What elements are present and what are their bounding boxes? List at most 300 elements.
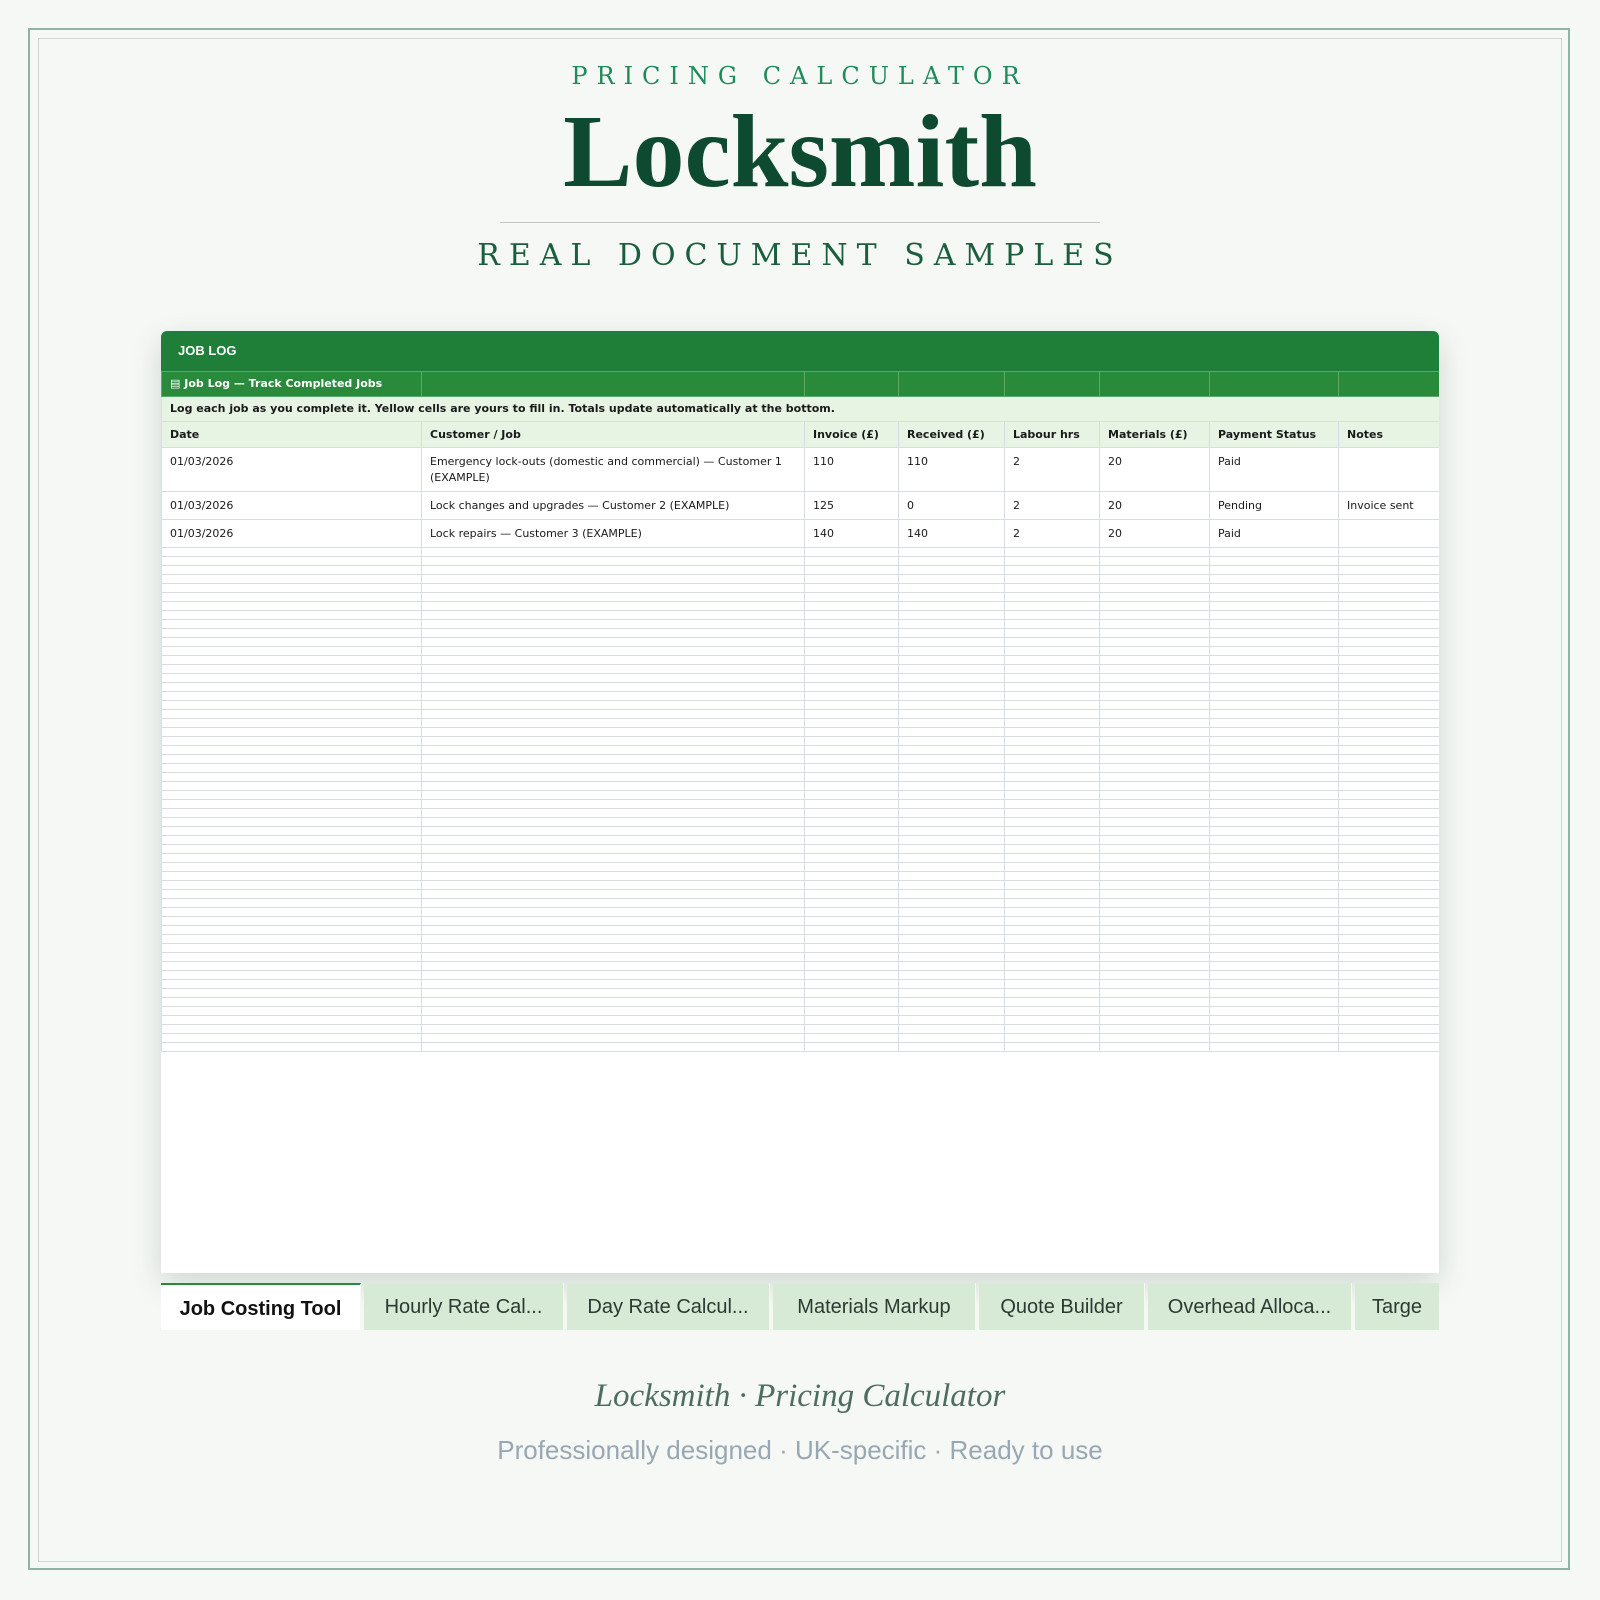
empty-cell[interactable] xyxy=(1100,728,1210,737)
empty-cell[interactable] xyxy=(1100,755,1210,764)
empty-cell[interactable] xyxy=(899,710,1005,719)
empty-cell[interactable] xyxy=(1100,926,1210,935)
empty-cell[interactable] xyxy=(162,755,422,764)
empty-cell[interactable] xyxy=(1339,908,1440,917)
cell-payment-status[interactable]: Paid xyxy=(1210,520,1339,548)
empty-cell[interactable] xyxy=(899,629,1005,638)
empty-cell[interactable] xyxy=(1339,989,1440,998)
empty-cell[interactable] xyxy=(1210,800,1339,809)
empty-cell[interactable] xyxy=(1005,692,1100,701)
empty-cell[interactable] xyxy=(805,1034,899,1043)
empty-cell[interactable] xyxy=(899,566,1005,575)
empty-cell[interactable] xyxy=(162,764,422,773)
empty-cell[interactable] xyxy=(422,683,805,692)
empty-cell[interactable] xyxy=(1339,998,1440,1007)
empty-cell[interactable] xyxy=(1005,593,1100,602)
empty-cell[interactable] xyxy=(805,989,899,998)
empty-cell[interactable] xyxy=(1210,566,1339,575)
empty-cell[interactable] xyxy=(1005,1007,1100,1016)
empty-cell[interactable] xyxy=(1005,845,1100,854)
empty-cell[interactable] xyxy=(1005,611,1100,620)
empty-cell[interactable] xyxy=(162,953,422,962)
empty-cell[interactable] xyxy=(805,629,899,638)
empty-cell[interactable] xyxy=(1339,818,1440,827)
empty-cell[interactable] xyxy=(1210,638,1339,647)
col-header-notes[interactable]: Notes xyxy=(1339,422,1440,448)
tab-job-costing-tool[interactable]: Job Costing Tool xyxy=(161,1283,361,1330)
empty-cell[interactable] xyxy=(1339,944,1440,953)
empty-cell[interactable] xyxy=(1210,665,1339,674)
empty-cell[interactable] xyxy=(1005,575,1100,584)
empty-cell[interactable] xyxy=(422,872,805,881)
empty-cell[interactable] xyxy=(422,728,805,737)
empty-cell[interactable] xyxy=(162,908,422,917)
empty-cell[interactable] xyxy=(422,548,805,557)
cell[interactable] xyxy=(1339,372,1440,397)
empty-cell[interactable] xyxy=(1100,836,1210,845)
cell-customer-job[interactable]: Lock repairs — Customer 3 (EXAMPLE) xyxy=(422,520,805,548)
empty-cell[interactable] xyxy=(162,800,422,809)
empty-cell[interactable] xyxy=(162,701,422,710)
empty-cell[interactable] xyxy=(1005,908,1100,917)
empty-cell[interactable] xyxy=(162,557,422,566)
empty-cell[interactable] xyxy=(162,674,422,683)
empty-cell[interactable] xyxy=(162,782,422,791)
empty-cell[interactable] xyxy=(1100,656,1210,665)
empty-cell[interactable] xyxy=(1210,1025,1339,1034)
empty-cell[interactable] xyxy=(1339,935,1440,944)
empty-cell[interactable] xyxy=(1100,944,1210,953)
empty-cell[interactable] xyxy=(1100,971,1210,980)
empty-cell[interactable] xyxy=(1339,629,1440,638)
empty-cell[interactable] xyxy=(162,773,422,782)
empty-cell[interactable] xyxy=(899,818,1005,827)
empty-cell[interactable] xyxy=(1005,683,1100,692)
empty-cell[interactable] xyxy=(805,557,899,566)
cell-received[interactable]: 110 xyxy=(899,448,1005,492)
empty-cell[interactable] xyxy=(805,908,899,917)
tab-day-rate-calculator[interactable]: Day Rate Calcul... xyxy=(567,1283,770,1330)
empty-cell[interactable] xyxy=(1100,872,1210,881)
empty-cell[interactable] xyxy=(422,620,805,629)
empty-cell[interactable] xyxy=(1100,764,1210,773)
empty-cell[interactable] xyxy=(1005,719,1100,728)
cell-customer-job[interactable]: Lock changes and upgrades — Customer 2 (EXAMPLE) xyxy=(422,492,805,520)
cell-notes[interactable] xyxy=(1339,520,1440,548)
empty-cell[interactable] xyxy=(422,809,805,818)
empty-cell[interactable] xyxy=(1100,989,1210,998)
empty-cell[interactable] xyxy=(422,746,805,755)
empty-cell[interactable] xyxy=(1100,881,1210,890)
section-title[interactable]: ▤ Job Log — Track Completed Jobs xyxy=(162,372,422,397)
tab-materials-markup[interactable]: Materials Markup xyxy=(773,1283,976,1330)
empty-cell[interactable] xyxy=(422,854,805,863)
empty-cell[interactable] xyxy=(805,998,899,1007)
empty-cell[interactable] xyxy=(1005,863,1100,872)
empty-cell[interactable] xyxy=(1339,593,1440,602)
empty-cell[interactable] xyxy=(899,665,1005,674)
empty-cell[interactable] xyxy=(1339,890,1440,899)
empty-cell[interactable] xyxy=(1100,710,1210,719)
empty-cell[interactable] xyxy=(805,791,899,800)
empty-cell[interactable] xyxy=(162,944,422,953)
empty-cell[interactable] xyxy=(1100,980,1210,989)
empty-cell[interactable] xyxy=(1339,665,1440,674)
empty-cell[interactable] xyxy=(1339,764,1440,773)
empty-cell[interactable] xyxy=(1005,584,1100,593)
empty-cell[interactable] xyxy=(1100,899,1210,908)
empty-cell[interactable] xyxy=(1339,602,1440,611)
empty-cell[interactable] xyxy=(1339,1016,1440,1025)
empty-cell[interactable] xyxy=(1005,953,1100,962)
empty-cell[interactable] xyxy=(1210,863,1339,872)
empty-cell[interactable] xyxy=(899,971,1005,980)
empty-cell[interactable] xyxy=(1210,674,1339,683)
empty-cell[interactable] xyxy=(1100,638,1210,647)
tab-hourly-rate-calculator[interactable]: Hourly Rate Cal... xyxy=(364,1283,564,1330)
empty-cell[interactable] xyxy=(805,647,899,656)
empty-cell[interactable] xyxy=(1100,1034,1210,1043)
empty-cell[interactable] xyxy=(162,989,422,998)
empty-cell[interactable] xyxy=(1210,755,1339,764)
empty-cell[interactable] xyxy=(1005,971,1100,980)
empty-cell[interactable] xyxy=(1100,692,1210,701)
empty-cell[interactable] xyxy=(422,674,805,683)
empty-cell[interactable] xyxy=(1339,674,1440,683)
empty-cell[interactable] xyxy=(1210,764,1339,773)
empty-cell[interactable] xyxy=(1210,683,1339,692)
empty-cell[interactable] xyxy=(899,746,1005,755)
empty-cell[interactable] xyxy=(162,980,422,989)
empty-cell[interactable] xyxy=(1005,656,1100,665)
empty-cell[interactable] xyxy=(1005,1043,1100,1052)
empty-cell[interactable] xyxy=(1339,881,1440,890)
empty-cell[interactable] xyxy=(422,764,805,773)
empty-cell[interactable] xyxy=(805,746,899,755)
empty-cell[interactable] xyxy=(1339,899,1440,908)
empty-cell[interactable] xyxy=(162,1043,422,1052)
empty-cell[interactable] xyxy=(805,800,899,809)
empty-cell[interactable] xyxy=(1339,638,1440,647)
empty-cell[interactable] xyxy=(1005,1016,1100,1025)
empty-cell[interactable] xyxy=(805,899,899,908)
empty-cell[interactable] xyxy=(162,710,422,719)
empty-cell[interactable] xyxy=(1339,827,1440,836)
empty-cell[interactable] xyxy=(1100,602,1210,611)
empty-cell[interactable] xyxy=(1100,827,1210,836)
cell-invoice[interactable]: 140 xyxy=(805,520,899,548)
empty-cell[interactable] xyxy=(1100,890,1210,899)
empty-cell[interactable] xyxy=(1005,890,1100,899)
empty-cell[interactable] xyxy=(899,962,1005,971)
empty-cell[interactable] xyxy=(1100,809,1210,818)
empty-cell[interactable] xyxy=(805,773,899,782)
empty-cell[interactable] xyxy=(1005,926,1100,935)
empty-cell[interactable] xyxy=(805,863,899,872)
empty-cell[interactable] xyxy=(1339,1043,1440,1052)
cell-received[interactable]: 140 xyxy=(899,520,1005,548)
empty-cell[interactable] xyxy=(899,809,1005,818)
empty-cell[interactable] xyxy=(422,800,805,809)
empty-cell[interactable] xyxy=(1210,845,1339,854)
empty-cell[interactable] xyxy=(899,791,1005,800)
empty-cell[interactable] xyxy=(805,755,899,764)
empty-cell[interactable] xyxy=(805,602,899,611)
empty-cell[interactable] xyxy=(422,692,805,701)
empty-cell[interactable] xyxy=(899,719,1005,728)
empty-cell[interactable] xyxy=(1339,746,1440,755)
empty-cell[interactable] xyxy=(805,1007,899,1016)
empty-cell[interactable] xyxy=(1339,809,1440,818)
empty-cell[interactable] xyxy=(805,872,899,881)
empty-cell[interactable] xyxy=(1100,566,1210,575)
empty-cell[interactable] xyxy=(162,809,422,818)
empty-cell[interactable] xyxy=(1005,854,1100,863)
empty-cell[interactable] xyxy=(422,818,805,827)
empty-cell[interactable] xyxy=(1100,674,1210,683)
empty-cell[interactable] xyxy=(1210,584,1339,593)
empty-cell[interactable] xyxy=(899,638,1005,647)
empty-cell[interactable] xyxy=(1339,566,1440,575)
empty-cell[interactable] xyxy=(1005,647,1100,656)
empty-cell[interactable] xyxy=(1005,548,1100,557)
empty-cell[interactable] xyxy=(1005,827,1100,836)
empty-cell[interactable] xyxy=(1100,683,1210,692)
empty-cell[interactable] xyxy=(422,584,805,593)
empty-cell[interactable] xyxy=(1339,710,1440,719)
empty-cell[interactable] xyxy=(1100,620,1210,629)
empty-cell[interactable] xyxy=(1210,1007,1339,1016)
empty-cell[interactable] xyxy=(805,890,899,899)
empty-cell[interactable] xyxy=(1210,773,1339,782)
empty-cell[interactable] xyxy=(162,737,422,746)
cell-customer-job[interactable]: Emergency lock-outs (domestic and commercial) — Customer 1 (EXAMPLE) xyxy=(422,448,805,492)
empty-cell[interactable] xyxy=(1210,656,1339,665)
empty-cell[interactable] xyxy=(1100,701,1210,710)
empty-cell[interactable] xyxy=(1210,611,1339,620)
empty-cell[interactable] xyxy=(1339,548,1440,557)
empty-cell[interactable] xyxy=(899,1007,1005,1016)
empty-cell[interactable] xyxy=(1005,899,1100,908)
empty-cell[interactable] xyxy=(1100,548,1210,557)
empty-cell[interactable] xyxy=(899,944,1005,953)
empty-cell[interactable] xyxy=(1210,881,1339,890)
empty-cell[interactable] xyxy=(1100,998,1210,1007)
empty-cell[interactable] xyxy=(1100,908,1210,917)
empty-cell[interactable] xyxy=(1339,782,1440,791)
empty-cell[interactable] xyxy=(1210,827,1339,836)
empty-cell[interactable] xyxy=(805,818,899,827)
empty-cell[interactable] xyxy=(162,1016,422,1025)
empty-cell[interactable] xyxy=(1339,926,1440,935)
cell-materials[interactable]: 20 xyxy=(1100,448,1210,492)
empty-cell[interactable] xyxy=(1210,602,1339,611)
empty-cell[interactable] xyxy=(422,1007,805,1016)
empty-cell[interactable] xyxy=(162,647,422,656)
empty-cell[interactable] xyxy=(422,1043,805,1052)
empty-cell[interactable] xyxy=(899,953,1005,962)
empty-cell[interactable] xyxy=(899,647,1005,656)
empty-cell[interactable] xyxy=(1339,737,1440,746)
empty-cell[interactable] xyxy=(1100,773,1210,782)
empty-cell[interactable] xyxy=(899,548,1005,557)
empty-cell[interactable] xyxy=(899,917,1005,926)
empty-cell[interactable] xyxy=(805,935,899,944)
empty-cell[interactable] xyxy=(422,971,805,980)
cell-notes[interactable] xyxy=(1339,448,1440,492)
empty-cell[interactable] xyxy=(422,1034,805,1043)
empty-cell[interactable] xyxy=(899,773,1005,782)
empty-cell[interactable] xyxy=(1339,1007,1440,1016)
empty-cell[interactable] xyxy=(1005,944,1100,953)
empty-cell[interactable] xyxy=(899,908,1005,917)
empty-cell[interactable] xyxy=(899,1016,1005,1025)
empty-cell[interactable] xyxy=(1210,908,1339,917)
col-header-materials[interactable]: Materials (£) xyxy=(1100,422,1210,448)
empty-cell[interactable] xyxy=(162,629,422,638)
empty-cell[interactable] xyxy=(1100,1043,1210,1052)
empty-cell[interactable] xyxy=(805,764,899,773)
empty-cell[interactable] xyxy=(1100,863,1210,872)
empty-cell[interactable] xyxy=(1339,692,1440,701)
empty-cell[interactable] xyxy=(899,557,1005,566)
empty-cell[interactable] xyxy=(899,692,1005,701)
empty-cell[interactable] xyxy=(1210,1043,1339,1052)
empty-cell[interactable] xyxy=(899,683,1005,692)
empty-cell[interactable] xyxy=(1339,683,1440,692)
empty-cell[interactable] xyxy=(1210,989,1339,998)
empty-cell[interactable] xyxy=(1339,962,1440,971)
col-header-invoice[interactable]: Invoice (£) xyxy=(805,422,899,448)
empty-cell[interactable] xyxy=(422,755,805,764)
empty-cell[interactable] xyxy=(162,818,422,827)
empty-cell[interactable] xyxy=(899,764,1005,773)
empty-cell[interactable] xyxy=(1005,1034,1100,1043)
empty-cell[interactable] xyxy=(422,998,805,1007)
empty-cell[interactable] xyxy=(162,575,422,584)
empty-cell[interactable] xyxy=(422,944,805,953)
empty-cell[interactable] xyxy=(805,728,899,737)
empty-cell[interactable] xyxy=(162,683,422,692)
empty-cell[interactable] xyxy=(1210,782,1339,791)
empty-cell[interactable] xyxy=(805,962,899,971)
cell[interactable] xyxy=(1210,372,1339,397)
empty-cell[interactable] xyxy=(1339,773,1440,782)
empty-cell[interactable] xyxy=(899,728,1005,737)
empty-cell[interactable] xyxy=(422,845,805,854)
empty-cell[interactable] xyxy=(162,926,422,935)
empty-cell[interactable] xyxy=(1210,791,1339,800)
empty-cell[interactable] xyxy=(1100,1016,1210,1025)
empty-cell[interactable] xyxy=(1005,917,1100,926)
empty-cell[interactable] xyxy=(1210,1016,1339,1025)
empty-cell[interactable] xyxy=(1339,656,1440,665)
empty-cell[interactable] xyxy=(1100,791,1210,800)
empty-cell[interactable] xyxy=(1210,710,1339,719)
empty-cell[interactable] xyxy=(1339,836,1440,845)
empty-cell[interactable] xyxy=(899,611,1005,620)
empty-cell[interactable] xyxy=(1005,710,1100,719)
empty-cell[interactable] xyxy=(1210,962,1339,971)
empty-cell[interactable] xyxy=(899,890,1005,899)
empty-cell[interactable] xyxy=(422,782,805,791)
empty-cell[interactable] xyxy=(422,566,805,575)
empty-cell[interactable] xyxy=(805,854,899,863)
empty-cell[interactable] xyxy=(1005,1025,1100,1034)
empty-cell[interactable] xyxy=(1339,611,1440,620)
empty-cell[interactable] xyxy=(1339,1025,1440,1034)
empty-cell[interactable] xyxy=(899,656,1005,665)
empty-cell[interactable] xyxy=(1210,899,1339,908)
empty-cell[interactable] xyxy=(1005,935,1100,944)
empty-cell[interactable] xyxy=(1210,746,1339,755)
empty-cell[interactable] xyxy=(162,872,422,881)
empty-cell[interactable] xyxy=(1005,980,1100,989)
empty-cell[interactable] xyxy=(1005,962,1100,971)
empty-cell[interactable] xyxy=(162,665,422,674)
empty-cell[interactable] xyxy=(422,575,805,584)
col-header-labour-hrs[interactable]: Labour hrs xyxy=(1005,422,1100,448)
empty-cell[interactable] xyxy=(162,584,422,593)
empty-cell[interactable] xyxy=(1100,962,1210,971)
empty-cell[interactable] xyxy=(1210,719,1339,728)
empty-cell[interactable] xyxy=(1210,1034,1339,1043)
empty-cell[interactable] xyxy=(1005,566,1100,575)
empty-cell[interactable] xyxy=(422,1016,805,1025)
empty-cell[interactable] xyxy=(422,593,805,602)
empty-cell[interactable] xyxy=(422,791,805,800)
empty-cell[interactable] xyxy=(805,710,899,719)
empty-cell[interactable] xyxy=(422,737,805,746)
empty-cell[interactable] xyxy=(1005,809,1100,818)
empty-cell[interactable] xyxy=(899,1034,1005,1043)
empty-cell[interactable] xyxy=(1339,971,1440,980)
empty-cell[interactable] xyxy=(162,827,422,836)
empty-cell[interactable] xyxy=(1005,800,1100,809)
empty-cell[interactable] xyxy=(1339,584,1440,593)
col-header-date[interactable]: Date xyxy=(162,422,422,448)
empty-cell[interactable] xyxy=(1210,971,1339,980)
empty-cell[interactable] xyxy=(899,701,1005,710)
empty-cell[interactable] xyxy=(162,791,422,800)
empty-cell[interactable] xyxy=(1210,836,1339,845)
empty-cell[interactable] xyxy=(162,638,422,647)
empty-cell[interactable] xyxy=(162,998,422,1007)
empty-cell[interactable] xyxy=(805,620,899,629)
cell-received[interactable]: 0 xyxy=(899,492,1005,520)
empty-cell[interactable] xyxy=(1100,935,1210,944)
empty-cell[interactable] xyxy=(1100,629,1210,638)
empty-cell[interactable] xyxy=(805,584,899,593)
empty-cell[interactable] xyxy=(1100,575,1210,584)
empty-cell[interactable] xyxy=(1210,872,1339,881)
empty-cell[interactable] xyxy=(899,881,1005,890)
empty-cell[interactable] xyxy=(1100,1007,1210,1016)
empty-cell[interactable] xyxy=(422,611,805,620)
empty-cell[interactable] xyxy=(422,557,805,566)
cell[interactable] xyxy=(1100,372,1210,397)
empty-cell[interactable] xyxy=(1005,872,1100,881)
empty-cell[interactable] xyxy=(162,971,422,980)
empty-cell[interactable] xyxy=(1339,575,1440,584)
empty-cell[interactable] xyxy=(899,782,1005,791)
empty-cell[interactable] xyxy=(422,935,805,944)
empty-cell[interactable] xyxy=(805,917,899,926)
empty-cell[interactable] xyxy=(162,899,422,908)
empty-cell[interactable] xyxy=(805,638,899,647)
empty-cell[interactable] xyxy=(422,665,805,674)
empty-cell[interactable] xyxy=(1339,791,1440,800)
